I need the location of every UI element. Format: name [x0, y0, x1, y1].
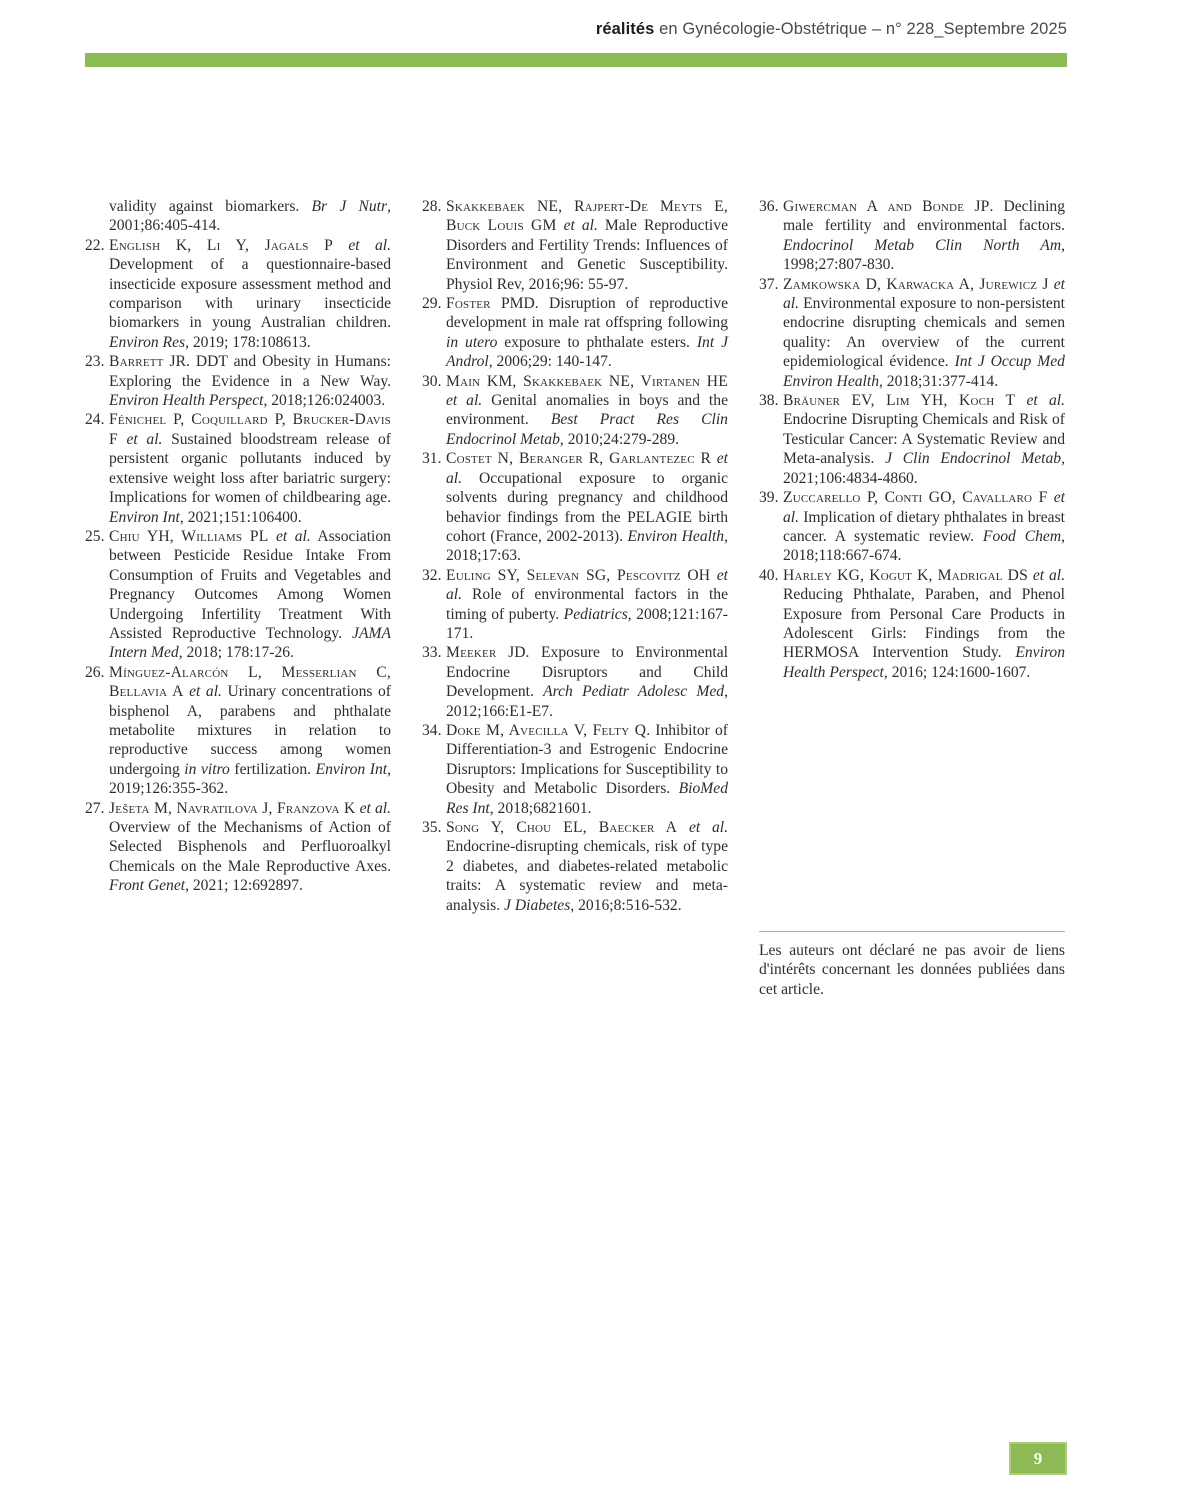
reference-body-text: , 2010;24:279-289. — [559, 430, 680, 448]
header-divider-bar — [85, 53, 1067, 67]
reference-text — [109, 236, 391, 352]
author-names: Doke M, Avecilla V, Felty Q — [446, 721, 647, 739]
reference-body-text — [118, 431, 127, 448]
reference-body-text: Overview of the Mechanisms of Action of Selected Bisphenols and Perfluoroalkyl Chemicals on the Male Reproductive Axes. — [109, 819, 391, 875]
reference-body-text: , 2016;8:516-532. — [570, 896, 682, 914]
reference-number: 39. — [759, 489, 779, 507]
author-names: Meeker — [446, 644, 497, 662]
reference-number: 27. — [85, 799, 105, 817]
italic-text: et al. — [189, 683, 222, 701]
reference-body-text — [557, 217, 564, 234]
reference-body-text: Endocrine-disrupting chemicals, risk of type 2 diabetes, and diabetes-related metabolic traits: A systematic review and meta-analysis. — [446, 838, 728, 914]
reference-item — [85, 410, 391, 526]
italic-text: Environ Health — [627, 527, 725, 545]
reference-number: 33. — [422, 644, 442, 662]
reference-body-text: , 2016; 124:1600-1607. — [883, 663, 1031, 681]
italic-text: et al. — [1032, 566, 1065, 584]
reference-body-text: , 2019;126:355-362. — [109, 760, 391, 798]
reference-body-text — [677, 819, 689, 836]
reference-text — [109, 410, 391, 526]
italic-text: et al. — [783, 489, 1065, 526]
author-names: Chiu YH, Williams PL — [109, 527, 269, 545]
reference-text — [109, 663, 391, 799]
author-names: Main KM, Skakkebaek NE, Virtanen HE — [446, 372, 728, 390]
reference-item — [422, 643, 728, 721]
reference-body-text: , 2021;106:4834-4860. — [783, 450, 1065, 487]
author-names: Foster — [446, 295, 491, 313]
reference-body-text — [333, 237, 348, 254]
reference-body-text: Reducing Phthalate, Paraben, and Phenol Exposure from Personal Care Products in Adolescent Girls: Findings from the HERMOSA Intervention Study. — [783, 586, 1065, 662]
reference-body-text: . Declining male fertility and environmental factors. — [783, 198, 1065, 235]
italic-text: Int J Androl — [446, 333, 728, 371]
reference-number: 34. — [422, 721, 442, 739]
italic-text: Front Genet — [109, 877, 186, 895]
italic-text: Environ Int — [109, 508, 180, 526]
reference-item — [759, 566, 1065, 682]
reference-item — [422, 721, 728, 818]
reference-number: 24. — [85, 411, 105, 429]
journal-issue-info: en Gynécologie-Obstétrique – n° 228_Septembre 2025 — [654, 20, 1067, 38]
author-names: Barrett — [109, 353, 164, 371]
italic-text: in vitro — [184, 760, 230, 778]
reference-text — [446, 721, 728, 818]
reference-body-text: Environmental exposure to non-persistent endocrine disrupting chemicals and semen quality: An overview of the current epidemiological évidence. — [783, 295, 1065, 371]
author-names: Song Y, Chou EL, Baecker A — [446, 819, 678, 836]
italic-text: et al. — [359, 799, 391, 817]
author-names: Euling SY, Selevan SG, Pescovitz OH — [446, 566, 711, 584]
reference-text — [109, 352, 391, 410]
reference-number: 31. — [422, 450, 442, 468]
reference-number — [85, 197, 109, 236]
italic-text: et al. — [446, 392, 483, 410]
reference-body-text: , 1998;27:807-830. — [783, 236, 1065, 274]
reference-number: 26. — [85, 663, 105, 681]
italic-text: et al. — [563, 217, 598, 235]
reference-text — [783, 197, 1065, 275]
reference-body-text: Genital anomalies in boys and the environment. — [446, 392, 728, 429]
reference-body-text: Association between Pesticide Residue Intake From Consumption of Fruits and Vegetables and Pregnancy Outcomes Among Women Undergoing Infertility Treatment With Assisted Reproductive Technology. — [109, 527, 391, 642]
reference-number: 30. — [422, 372, 442, 390]
italic-text: Best Pract Res Clin Endocrinol Metab — [446, 411, 728, 448]
reference-text — [109, 527, 391, 663]
reference-text — [446, 818, 728, 915]
italic-text: Endocrinol Metab Clin North Am — [783, 236, 1062, 254]
reference-item — [422, 818, 728, 915]
reference-body-text: , 2021;151:106400. — [179, 508, 302, 526]
reference-text — [446, 372, 728, 450]
reference-body-text: Occupational exposure to organic solvents during pregnancy and childhood behavior findings from the PELAGIE birth cohort (France, 2002-2013). — [446, 469, 728, 545]
author-names: Costet N, Beranger R, Garlantezec R — [446, 450, 712, 468]
reference-body-text: , 2018;17:63. — [446, 527, 728, 565]
reference-body-text: Implication of dietary phthalates in breast cancer. A systematic review. — [783, 508, 1065, 545]
reference-body-text: Endocrine Disrupting Chemicals and Risk of Testicular Cancer: A Systematic Review and Meta-analysis. — [783, 411, 1065, 468]
reference-body-text: , 2006;29: 140-147. — [488, 353, 612, 371]
author-names: English K, Li Y, Jagals P — [109, 236, 333, 254]
reference-item — [759, 275, 1065, 391]
italic-text: Food Chem — [982, 527, 1062, 545]
reference-body-text: PMD. Disruption of reproductive development in male rat offspring following — [446, 295, 728, 332]
reference-item — [759, 488, 1065, 566]
italic-text: et al. — [126, 430, 163, 448]
reference-body-text: exposure to phthalate esters. — [497, 333, 697, 351]
reference-body-text: Sustained bloodstream release of persistent organic pollutants induced by extensive weight loss after bariatric surgery: Implications for women of childbearing age. — [109, 430, 391, 507]
reference-item — [85, 236, 391, 352]
reference-item — [422, 566, 728, 644]
reference-text — [446, 566, 728, 644]
reference-item — [759, 197, 1065, 275]
author-names: Zamkowska D, Karwacka A, Jurewicz J — [783, 275, 1049, 293]
reference-body-text: JD. Exposure to Environmental Endocrine Disruptors and Child Development. — [446, 644, 728, 701]
reference-number: 37. — [759, 275, 779, 293]
reference-text — [783, 566, 1065, 682]
author-names: Zuccarello P, Conti GO, Cavallaro F — [783, 489, 1048, 507]
italic-text: Arch Pediatr Adolesc Med — [543, 683, 725, 701]
italic-text: Environ Res — [109, 333, 186, 351]
reference-body-text: validity against biomarkers. — [109, 198, 312, 215]
italic-text: JAMA Intern Med — [109, 624, 391, 662]
references-column-2 — [422, 197, 728, 915]
reference-text — [446, 197, 728, 294]
reference-body-text: . Inhibitor of Differentiation-3 and Estrogenic Endocrine Disruptors: Implications for Susceptibility to Obesity and Metabolic Disorders. — [446, 721, 728, 798]
reference-text — [783, 488, 1065, 566]
reference-body-text: , 2018;118:667-674. — [783, 527, 1066, 565]
page-number-badge — [1009, 1442, 1067, 1475]
italic-text: et al. — [275, 527, 311, 545]
italic-text: Environ Int — [315, 760, 388, 778]
reference-body-text: Development of a questionnaire-based insecticide exposure assessment method and comparison with urinary insecticide biomarkers in young Australian children. — [109, 256, 391, 332]
reference-text — [446, 449, 728, 565]
italic-text: et al. — [783, 275, 1065, 313]
reference-item — [85, 663, 391, 799]
references-column-1 — [85, 197, 391, 915]
italic-text: et al. — [446, 566, 728, 604]
author-names: Fénichel P, Coquillard P, Brucker-Davis F — [109, 411, 391, 448]
reference-body-text — [1015, 392, 1026, 409]
reference-number: 40. — [759, 566, 779, 584]
reference-body-text: Role of environmental factors in the timing of puberty. — [446, 586, 728, 623]
reference-number: 25. — [85, 527, 105, 545]
reference-body-text: Urinary concentrations of bisphenol A, parabens and phthalate metabolite mixtures in relation to reproductive success among women undergoing — [109, 683, 391, 778]
italic-text: Environ Health Perspect — [783, 644, 1065, 681]
reference-item — [422, 372, 728, 450]
reference-body-text: , 2018;6821601. — [489, 799, 592, 817]
reference-item — [422, 294, 728, 372]
author-names: Bräuner EV, Lim YH, Koch T — [783, 392, 1016, 410]
reference-item — [759, 391, 1065, 488]
reference-text — [446, 294, 728, 372]
author-names: Giwercman A and Bonde JP — [783, 198, 990, 215]
reference-body-text: , 2008;121:167-171. — [446, 605, 728, 642]
author-names: Harley KG, Kogut K, Madrigal DS — [783, 566, 1029, 584]
reference-number: 38. — [759, 392, 779, 410]
italic-text: BioMed Res Int — [446, 780, 728, 817]
reference-item — [85, 352, 391, 410]
references-column-3 — [759, 197, 1066, 998]
reference-body-text: JR. DDT and Obesity in Humans: Exploring the Evidence in a New Way. — [109, 353, 391, 390]
italic-text: Int J Occup Med Environ Health — [783, 353, 1065, 390]
reference-text — [446, 643, 728, 721]
reference-number: 22. — [85, 236, 105, 254]
italic-text: in utero — [446, 333, 498, 351]
reference-text — [783, 275, 1065, 391]
reference-body-text — [268, 528, 275, 545]
references-section — [85, 197, 1067, 998]
reference-number: 23. — [85, 353, 105, 371]
conflict-of-interest-statement: Les auteurs ont déclaré ne pas avoir de liens d'intérêts concernant les données publiées dans cet article. — [759, 931, 1065, 999]
italic-text: J Diabetes — [504, 896, 571, 914]
italic-text: Environ Health Perspect — [109, 392, 264, 410]
reference-body-text: , 2021; 12:692897. — [185, 877, 303, 895]
reference-body-text: , 2001;86:405-414. — [109, 198, 391, 235]
reference-text — [109, 799, 391, 896]
reference-number: 36. — [759, 198, 779, 215]
reference-item — [85, 799, 391, 896]
reference-item — [85, 197, 391, 236]
author-names: Mínguez-Alarcón L, Messerlian C, Bellavia A — [109, 663, 391, 701]
reference-body-text: fertilization. — [229, 760, 316, 778]
reference-body-text: , 2019; 178:108613. — [185, 333, 311, 351]
page-number: 9 — [1033, 1448, 1043, 1468]
reference-text — [783, 391, 1065, 488]
reference-item — [422, 197, 728, 294]
reference-body-text: , 2012;166:E1-E7. — [446, 683, 728, 720]
reference-number: 28. — [422, 198, 442, 215]
author-names: Ješeta M, Navratilova J, Franzova K — [109, 799, 356, 817]
reference-text — [109, 197, 391, 236]
reference-body-text: , 2018;31:377-414. — [879, 372, 999, 390]
italic-text: et al. — [348, 236, 391, 254]
reference-body-text: , 2018;126:024003. — [263, 392, 386, 410]
reference-number: 32. — [422, 566, 442, 584]
italic-text: J Clin Endocrinol Metab — [885, 450, 1062, 468]
journal-header — [596, 20, 1067, 39]
reference-item — [85, 527, 391, 663]
reference-body-text: Male Reproductive Disorders and Fertility Trends: Influences of Environment and Genetic Susceptibility. Physiol Rev, 2016;96: 55-97. — [446, 217, 728, 293]
reference-item — [422, 449, 728, 565]
reference-body-text: , 2018; 178:17-26. — [178, 644, 294, 662]
italic-text: Br J Nutr — [311, 198, 388, 215]
italic-text: Pediatrics — [563, 605, 628, 623]
italic-text: et al. — [446, 450, 728, 487]
reference-number: 35. — [422, 819, 442, 836]
author-names: Skakkebaek NE, Rajpert-De Meyts E, Buck Louis GM — [446, 198, 728, 235]
reference-number: 29. — [422, 295, 442, 313]
journal-brand: réalités — [595, 20, 655, 38]
italic-text: et al. — [688, 819, 728, 836]
italic-text: et al. — [1026, 392, 1065, 410]
